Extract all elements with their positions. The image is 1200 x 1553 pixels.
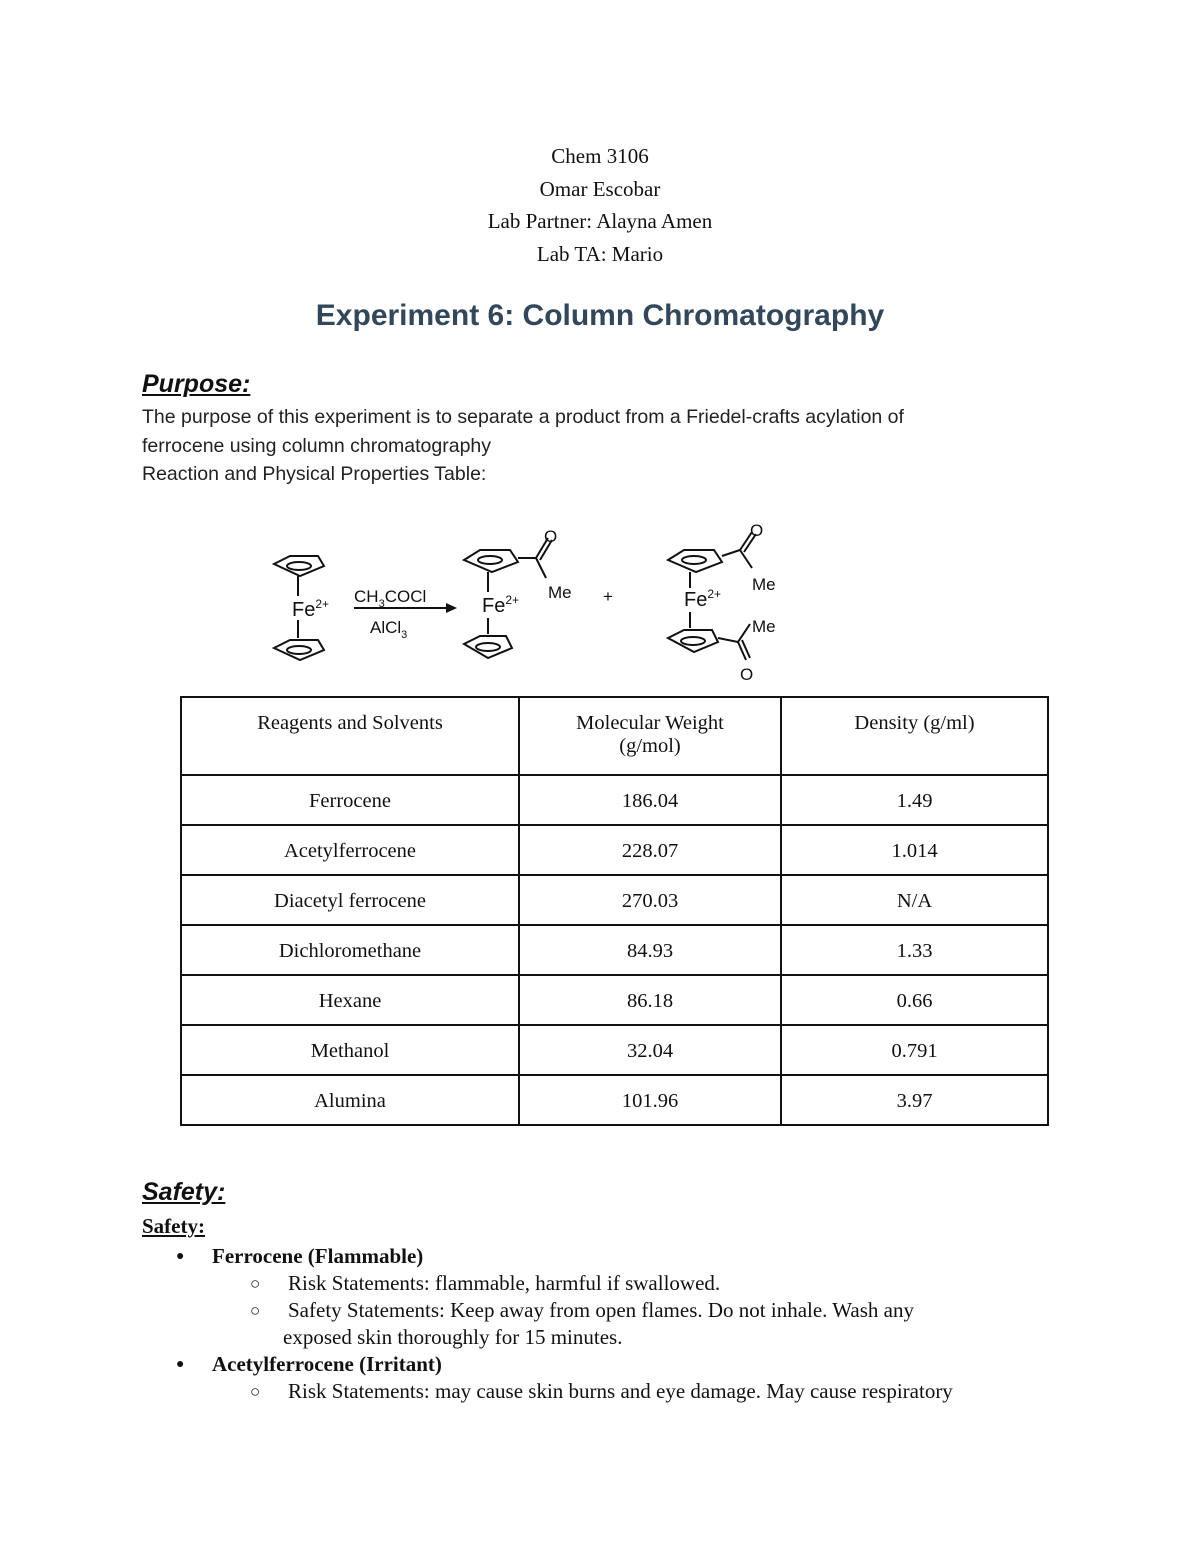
reaction-arrow [354, 587, 457, 641]
svg-text:O: O [740, 665, 754, 684]
svg-text:Fe2+: $Fe^{2+}$ [684, 587, 722, 611]
reagent-name: Diacetyl ferrocene [181, 875, 519, 925]
molecular-weight: 86.18 [519, 975, 781, 1025]
plus-sign: + [603, 587, 613, 606]
svg-text:O: O [544, 527, 558, 546]
svg-text:Fe2+: $Fe^{2+}$ [482, 593, 520, 617]
safety-item-acetylferrocene: ● Acetylferrocene (Irritant) [142, 1351, 1122, 1378]
ferrocene-structure [274, 556, 329, 660]
density: 1.33 [781, 925, 1048, 975]
lab-ta: Lab TA: Mario [536, 241, 664, 266]
density: 1.49 [781, 775, 1048, 825]
purpose-text [142, 403, 1062, 489]
properties-table [180, 696, 1049, 1126]
molecular-weight: 228.07 [519, 825, 781, 875]
course-name: Chem 3106 [551, 144, 649, 168]
document-title: Experiment 6: Column Chromatography [315, 299, 885, 332]
svg-text:Me: Me [548, 583, 572, 602]
header-density: Density (g/ml) [781, 697, 1048, 775]
reagent-name: Dichloromethane [181, 925, 519, 975]
header-mw-line2: (g/mol) [619, 735, 681, 757]
table-row [181, 775, 1048, 825]
table-caption: Reaction and Physical Properties Table: [142, 463, 487, 485]
table-header-row [181, 697, 1048, 775]
student-name: Omar Escobar [539, 176, 661, 201]
safety-heading: Safety: [142, 1178, 226, 1206]
svg-text:AlCl3: AlCl$_3$ [370, 618, 408, 641]
purpose-heading: Purpose: [142, 370, 251, 398]
table-row [181, 825, 1048, 875]
risk-statement: ○ Risk Statements: may cause skin burns and eye damage. May cause respiratory [142, 1378, 1122, 1405]
reagent-name: Hexane [181, 975, 519, 1025]
table-row [181, 925, 1048, 975]
reaction-scheme [260, 520, 820, 690]
risk-statement: ○ Risk Statements: flammable, harmful if swallowed. [142, 1270, 1122, 1297]
safety-statement: ○ Safety Statements: Keep away from open flames. Do not inhale. Wash any [142, 1297, 1122, 1324]
density: N/A [781, 875, 1048, 925]
reagent-name: Alumina [181, 1075, 519, 1125]
diacetylferrocene-structure [668, 521, 776, 684]
molecular-weight: 270.03 [519, 875, 781, 925]
table-row [181, 875, 1048, 925]
acetylferrocene-structure [464, 527, 572, 658]
density: 0.791 [781, 1025, 1048, 1075]
header-molecular-weight [519, 697, 781, 775]
purpose-line-1: The purpose of this experiment is to separate a product from a Friedel-crafts acylation of [142, 406, 904, 428]
molecular-weight: 186.04 [519, 775, 781, 825]
svg-text:CH3COCl: $CH_3COCl$ [354, 587, 427, 610]
lab-partner: Lab Partner: Alayna Amen [487, 209, 713, 233]
svg-text:Me: Me [752, 575, 776, 594]
table-row [181, 975, 1048, 1025]
molecular-weight: 32.04 [519, 1025, 781, 1075]
table-row [181, 1025, 1048, 1075]
header-mw-line1: Molecular Weight [576, 712, 724, 734]
safety-subheading: Safety: [142, 1214, 205, 1238]
safety-statement-continued: exposed skin thoroughly for 15 minutes. [283, 1325, 623, 1349]
safety-item-ferrocene: ● Ferrocene (Flammable) [142, 1243, 1122, 1270]
density: 0.66 [781, 975, 1048, 1025]
purpose-line-2: ferrocene using column chromatography [142, 434, 492, 457]
reagent-name: Acetylferrocene [181, 825, 519, 875]
density: 1.014 [781, 825, 1048, 875]
svg-text:Me: Me [752, 617, 776, 636]
reagent-name: Ferrocene [181, 775, 519, 825]
molecular-weight: 84.93 [519, 925, 781, 975]
table-row [181, 1075, 1048, 1125]
molecular-weight: 101.96 [519, 1075, 781, 1125]
svg-text:Fe2+: $Fe^{2+}$ [292, 597, 330, 621]
density: 3.97 [781, 1075, 1048, 1125]
reagent-name: Methanol [181, 1025, 519, 1075]
svg-text:O: O [750, 521, 764, 540]
header-reagents: Reagents and Solvents [181, 697, 519, 775]
header-block [0, 140, 1200, 270]
safety-list [142, 1243, 1122, 1405]
